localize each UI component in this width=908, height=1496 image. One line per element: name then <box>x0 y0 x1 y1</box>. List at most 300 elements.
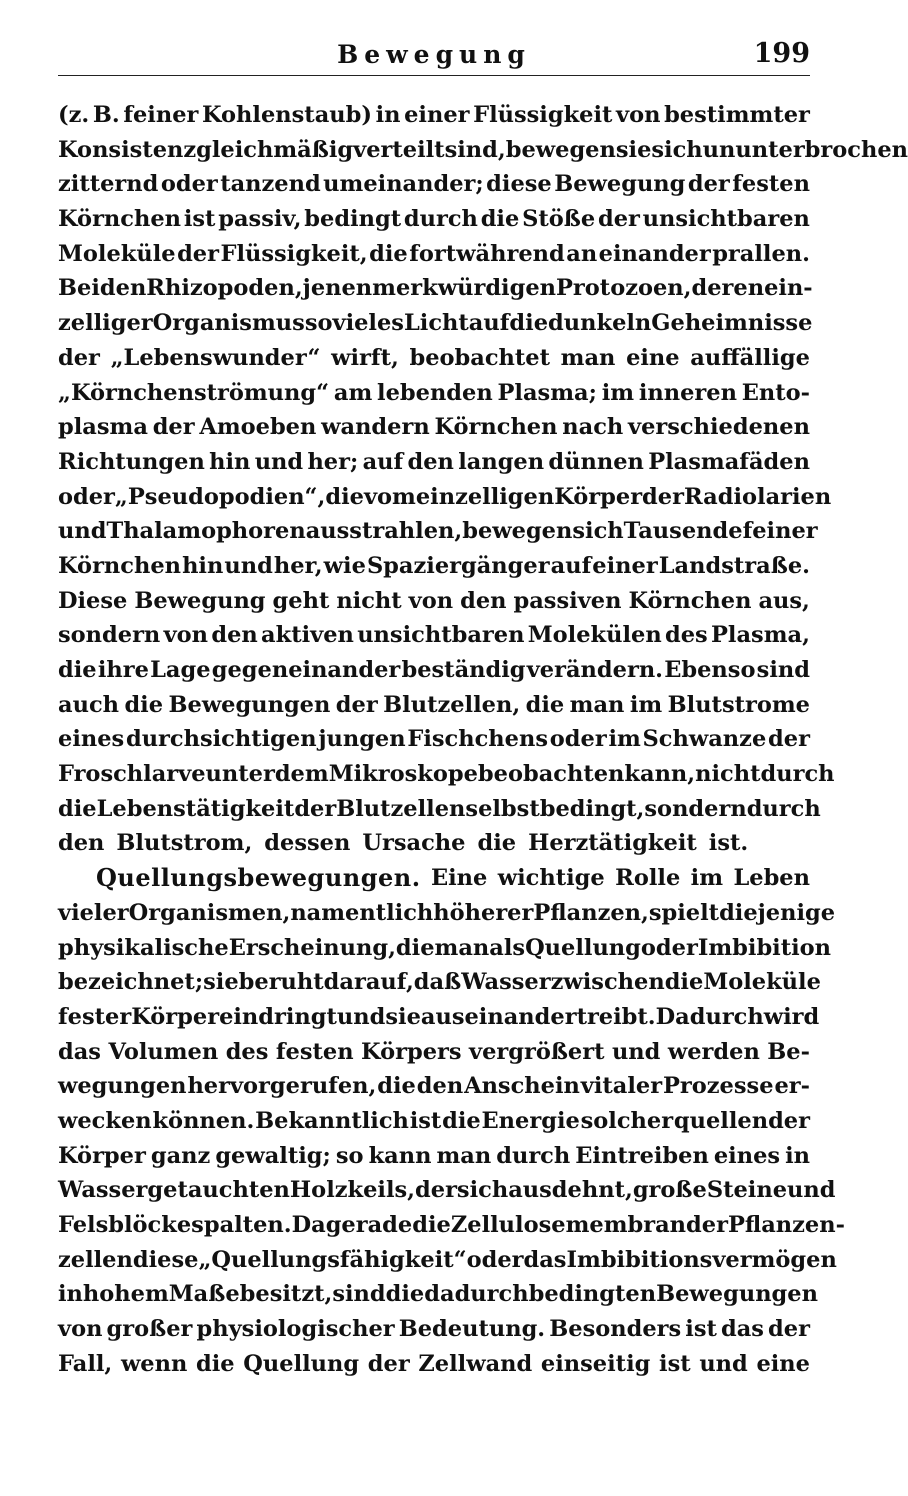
word: hervorgerufen, <box>187 1073 377 1100</box>
word: zitternd <box>58 171 159 198</box>
word: umeinander; <box>323 171 484 198</box>
text-line <box>58 792 821 827</box>
word: (z. <box>58 102 90 128</box>
word: sich <box>456 1177 509 1204</box>
word: sind <box>332 1281 386 1308</box>
word: festen <box>732 171 810 198</box>
word: bedingt <box>304 206 402 233</box>
word: darauf, <box>323 969 414 996</box>
word: Fischchens <box>407 726 549 753</box>
word: dünnen <box>548 448 644 475</box>
word: Ursache <box>362 830 466 857</box>
word: plasma <box>58 414 148 441</box>
word: diejenige <box>719 899 836 926</box>
word: physiologischer <box>196 1316 395 1343</box>
text-line <box>58 1243 837 1278</box>
word: selbst <box>465 795 540 822</box>
word: Dadurch <box>655 1003 764 1030</box>
word: zellen <box>58 1246 133 1273</box>
word: dessen <box>264 830 351 857</box>
word: zwischen <box>550 969 665 996</box>
word: durch <box>496 1142 571 1169</box>
word: der <box>642 483 684 510</box>
word: auch <box>58 691 119 718</box>
word: „Lebenswunder“ <box>110 344 321 371</box>
word: ausdehnt, <box>508 1177 633 1204</box>
word: der <box>58 344 100 371</box>
word: Quellung <box>243 1350 360 1377</box>
word: kann, <box>624 761 696 788</box>
word: die <box>369 240 408 267</box>
word: Richtungen <box>58 448 205 475</box>
text-line <box>58 896 836 931</box>
word: die <box>477 830 517 857</box>
header-rule <box>58 75 810 76</box>
word: Bekanntlich <box>255 1107 409 1134</box>
word: Besonders <box>549 1316 682 1343</box>
word: Da <box>291 1212 326 1238</box>
word: der <box>415 1177 457 1204</box>
word: so <box>304 310 333 337</box>
word: nach <box>562 414 624 441</box>
word: von <box>408 587 454 614</box>
word: das <box>58 1038 101 1065</box>
text-line <box>58 410 810 445</box>
word: „Quellungsfähigkeit“ <box>198 1246 467 1273</box>
body-text <box>58 98 908 1381</box>
word: fester <box>58 1003 132 1030</box>
word: man <box>434 934 490 961</box>
text-line <box>58 1139 810 1174</box>
word: der <box>152 414 195 441</box>
word: Blutzellen <box>336 795 466 822</box>
word: beruht <box>238 969 324 996</box>
text-line <box>58 98 810 133</box>
text-line <box>58 1277 818 1312</box>
word: Kohlenstaub) <box>201 102 373 128</box>
word: können. <box>152 1107 255 1134</box>
word: ist <box>409 1107 442 1134</box>
word: Quellung <box>525 934 641 961</box>
text-line <box>58 618 810 653</box>
word: wie <box>323 552 366 579</box>
word: daß <box>413 969 462 996</box>
word: inneren <box>638 379 737 406</box>
word: Bewegungen <box>656 1281 818 1308</box>
word: höherer <box>433 899 534 926</box>
word: die <box>395 934 435 961</box>
word: der <box>686 1212 728 1238</box>
word: die <box>385 1281 425 1308</box>
word: Lebenstätigkeit <box>96 795 295 822</box>
word: unter <box>205 761 275 788</box>
word: die <box>196 1350 235 1377</box>
text-line <box>58 202 810 237</box>
word: großer <box>106 1316 193 1343</box>
word: die <box>412 1212 451 1238</box>
word: Körnchen <box>434 414 558 441</box>
text-line <box>58 445 810 480</box>
word: den <box>58 830 105 857</box>
word: Bedeutung. <box>398 1316 546 1343</box>
word: den <box>416 1073 464 1100</box>
word: oder <box>160 171 218 198</box>
word: feiner <box>742 518 818 545</box>
word: fortwährend <box>409 240 565 267</box>
word: bedingt, <box>539 795 645 822</box>
word: der <box>294 795 337 822</box>
word: oder <box>466 1246 524 1273</box>
word: einzelligen <box>415 483 555 510</box>
text-line <box>58 1035 810 1070</box>
word: Froschlarve <box>58 761 206 788</box>
word: im <box>690 865 724 892</box>
word: und <box>58 518 107 545</box>
word: her, <box>273 552 323 579</box>
word: verteilt <box>353 136 445 163</box>
word: im <box>608 726 641 753</box>
text-line <box>58 514 818 549</box>
word: Blutstrome <box>667 691 810 718</box>
text-line <box>58 1104 810 1139</box>
word: sondern <box>58 622 161 649</box>
word: solcher <box>580 1107 674 1134</box>
word: Diese <box>58 587 128 614</box>
word: treibt. <box>576 1003 656 1030</box>
word: unsichtbaren <box>357 622 525 649</box>
word: Ebenso <box>664 657 756 683</box>
word: wenn <box>120 1350 188 1377</box>
word: Felsblöcke <box>58 1212 192 1238</box>
text-line <box>58 306 813 341</box>
word: gegeneinander <box>211 657 401 683</box>
word: die <box>480 206 520 233</box>
word: Molekülen <box>527 622 662 649</box>
word: oder <box>58 483 115 510</box>
word: Energie <box>481 1107 580 1134</box>
word: der <box>335 691 378 718</box>
word: Wasser <box>58 1177 148 1204</box>
word: diese <box>132 1246 199 1273</box>
word: merkwürdigen <box>372 275 557 302</box>
word: ununterbrochen <box>702 136 908 163</box>
word: „Körnchenströmung“ <box>58 379 330 406</box>
word: Konsistenz <box>58 136 197 163</box>
word: die <box>124 691 164 718</box>
word: verändern. <box>526 657 664 683</box>
word: Eine <box>430 865 488 892</box>
word: tanzend <box>220 171 321 198</box>
word: Spaziergänger <box>366 552 550 579</box>
word: Körnchen <box>58 206 182 233</box>
word: Rhizopoden, <box>146 275 303 302</box>
word: sind <box>756 657 810 683</box>
word: Prozesse <box>663 1073 774 1100</box>
word: sich <box>572 518 624 545</box>
word: gewaltig; <box>215 1142 331 1169</box>
word: Licht <box>403 310 469 337</box>
word: Schwanze <box>642 726 767 753</box>
word: man <box>569 691 625 718</box>
word: sie <box>385 1003 421 1030</box>
text-line <box>58 167 810 202</box>
word: durchsichtigen <box>125 726 317 753</box>
word: Tausende <box>623 518 743 545</box>
word: am <box>333 379 373 406</box>
word: Lage <box>150 657 211 683</box>
word: nicht <box>336 587 402 614</box>
word: sie <box>203 969 239 996</box>
word: dunkeln <box>548 310 652 337</box>
word: jungen <box>318 726 406 753</box>
word: unsichtbaren <box>642 206 810 233</box>
word: durch <box>760 761 835 788</box>
word: Blutstrom, <box>116 830 253 857</box>
word: Bei <box>58 275 100 302</box>
word: verschiedenen <box>628 414 810 441</box>
text-line <box>58 826 810 861</box>
word: Imbibitionsvermögen <box>566 1246 837 1273</box>
word: wegungen <box>58 1073 187 1100</box>
word: kann <box>368 1142 432 1169</box>
word: das <box>523 1246 567 1273</box>
word: die <box>442 1107 481 1134</box>
word: Körpers <box>361 1038 462 1065</box>
word: Pflanzen- <box>727 1212 845 1238</box>
word: auf <box>550 552 592 579</box>
word: eines <box>713 1142 781 1169</box>
word: wichtige <box>497 865 605 892</box>
text-line <box>58 133 908 168</box>
word: Mikroskope <box>328 761 478 788</box>
word: aktiven <box>261 622 354 649</box>
word: des <box>225 1038 269 1065</box>
text-line <box>58 549 810 584</box>
word: deren <box>691 275 765 302</box>
word: Rolle <box>615 865 681 892</box>
word: spalten. <box>191 1212 292 1238</box>
word: in <box>58 1281 83 1308</box>
word: der <box>367 1350 410 1377</box>
word: in <box>785 1142 810 1169</box>
word: den <box>460 587 507 614</box>
word: quellender <box>673 1107 810 1134</box>
word: vieles <box>332 310 404 337</box>
word: Steine <box>706 1177 788 1204</box>
word: Geheimnisse <box>651 310 813 337</box>
word: Eintreiben <box>575 1142 709 1169</box>
word: des <box>664 622 708 649</box>
word: Flüssigkeit, <box>220 240 368 267</box>
text-line <box>58 1069 810 1104</box>
word: bewegen <box>505 136 616 163</box>
word: passiven <box>513 587 622 614</box>
word: man <box>436 1142 492 1169</box>
word: Fall, <box>58 1350 113 1377</box>
page-number: 199 <box>753 38 810 69</box>
word: wirft, <box>331 344 399 371</box>
word: ist <box>659 1350 691 1377</box>
word: Körnchen <box>628 587 752 614</box>
word: Imbibition <box>697 934 832 961</box>
word: Plasma; <box>497 379 597 406</box>
word: Körper <box>131 1003 220 1030</box>
word: auf <box>468 310 510 337</box>
word: eine <box>756 1350 810 1377</box>
word: den <box>99 275 147 302</box>
word: namentlich <box>290 899 434 926</box>
word: sind, <box>444 136 506 163</box>
text-line <box>58 376 810 411</box>
text-line <box>58 653 810 688</box>
word: getauchten <box>147 1177 290 1204</box>
text-line <box>58 480 832 515</box>
word: sie <box>615 136 652 163</box>
word: nicht <box>695 761 761 788</box>
text-line <box>58 931 832 966</box>
word: eines <box>58 726 125 753</box>
word: ihre <box>97 657 149 683</box>
text-line <box>58 861 810 896</box>
word: eine <box>626 344 680 371</box>
word: ist. <box>708 830 749 857</box>
word: der <box>597 206 640 233</box>
word: Ento- <box>741 379 810 406</box>
section-heading: Quellungsbewegungen. <box>96 863 421 893</box>
text-line <box>58 757 835 792</box>
word: gerade <box>325 1212 413 1238</box>
word: Herztätigkeit <box>528 830 697 857</box>
word: Körnchen <box>58 552 182 579</box>
word: hin <box>182 552 224 579</box>
word: Maße <box>168 1281 240 1308</box>
word: passiv, <box>218 206 302 233</box>
paragraph-quellungsbewegungen <box>58 861 845 1381</box>
word: und <box>254 448 304 475</box>
word: dem <box>274 761 329 788</box>
word: und <box>699 1350 748 1377</box>
text-line <box>58 1173 836 1208</box>
word: Organismen, <box>128 899 291 926</box>
word: zelliger <box>58 310 153 337</box>
text-line <box>58 722 810 757</box>
word: Radiolarien <box>683 483 832 510</box>
word: Be- <box>767 1038 810 1065</box>
word: Plasmafäden <box>648 448 810 475</box>
text-line <box>58 1000 820 1035</box>
word: bedingten <box>528 1281 657 1308</box>
word: feiner <box>123 102 199 128</box>
word: physikalische <box>58 934 229 961</box>
word: jenen <box>302 275 373 302</box>
paragraph-brownian-motion <box>58 98 908 861</box>
word: durch <box>403 206 478 233</box>
text-line <box>58 1312 810 1347</box>
word: Anschein <box>464 1073 580 1100</box>
word: lebenden <box>377 379 493 406</box>
text-line <box>58 688 810 723</box>
word: Bewegungen <box>168 691 331 718</box>
word: diese <box>486 171 552 198</box>
word: beobachten <box>477 761 625 788</box>
word: Organismus <box>152 310 305 337</box>
word: beständig <box>401 657 526 683</box>
word: eindringt <box>219 1003 337 1030</box>
word: ausstrahlen, <box>305 518 463 545</box>
word: sondern <box>644 795 747 822</box>
word: hohem <box>82 1281 169 1308</box>
word: die <box>377 1073 416 1100</box>
word: im <box>601 379 635 406</box>
word: Holzkeils, <box>289 1177 416 1204</box>
word: ist <box>685 1316 717 1343</box>
word: und <box>787 1177 836 1204</box>
word: langen <box>458 448 545 475</box>
text-line <box>58 584 810 619</box>
word: Moleküle <box>58 240 176 267</box>
word: Zellwand <box>418 1350 533 1377</box>
word: Moleküle <box>703 969 821 996</box>
word: einer <box>592 552 658 579</box>
word: die <box>525 691 565 718</box>
word: Pflanzen, <box>533 899 649 926</box>
word: Körper <box>58 1142 146 1169</box>
word: werden <box>667 1038 760 1065</box>
word: und <box>224 552 273 579</box>
word: und <box>611 1038 661 1065</box>
word: aus, <box>758 587 810 614</box>
word: bewegen <box>462 518 573 545</box>
word: er- <box>774 1073 810 1100</box>
word: einander <box>598 240 711 267</box>
word: ganz <box>150 1142 211 1169</box>
word: ein- <box>764 275 813 302</box>
word: von <box>163 622 209 649</box>
word: der <box>768 1316 810 1343</box>
word: Bewegung <box>554 171 686 198</box>
word: vom <box>363 483 416 510</box>
word: beobachtet <box>409 344 550 371</box>
word: und <box>336 1003 386 1030</box>
word: der <box>177 240 219 267</box>
word: die <box>325 483 364 510</box>
word: durch <box>746 795 821 822</box>
word: wecken <box>58 1107 152 1134</box>
word: die <box>509 310 549 337</box>
word: gleichmäßig <box>196 136 354 163</box>
word: sich <box>651 136 703 163</box>
word: an <box>566 240 598 267</box>
word: die <box>58 795 97 822</box>
word: die <box>664 969 704 996</box>
word: Leben <box>733 865 810 892</box>
word: bezeichnet; <box>58 969 204 996</box>
word: man <box>560 344 616 371</box>
word: oder <box>549 726 607 753</box>
word: Amoeben <box>199 414 317 441</box>
word: bestimmter <box>664 102 810 128</box>
word: Plasma, <box>711 622 810 649</box>
word: dadurch <box>424 1281 529 1308</box>
word: in <box>375 102 401 128</box>
word: einseitig <box>540 1350 651 1377</box>
word: vitaler <box>580 1073 663 1100</box>
word: einer <box>404 102 470 128</box>
word: geht <box>272 587 330 614</box>
word: Flüssigkeit <box>473 102 613 128</box>
word: große <box>632 1177 707 1204</box>
word: der <box>687 171 730 198</box>
